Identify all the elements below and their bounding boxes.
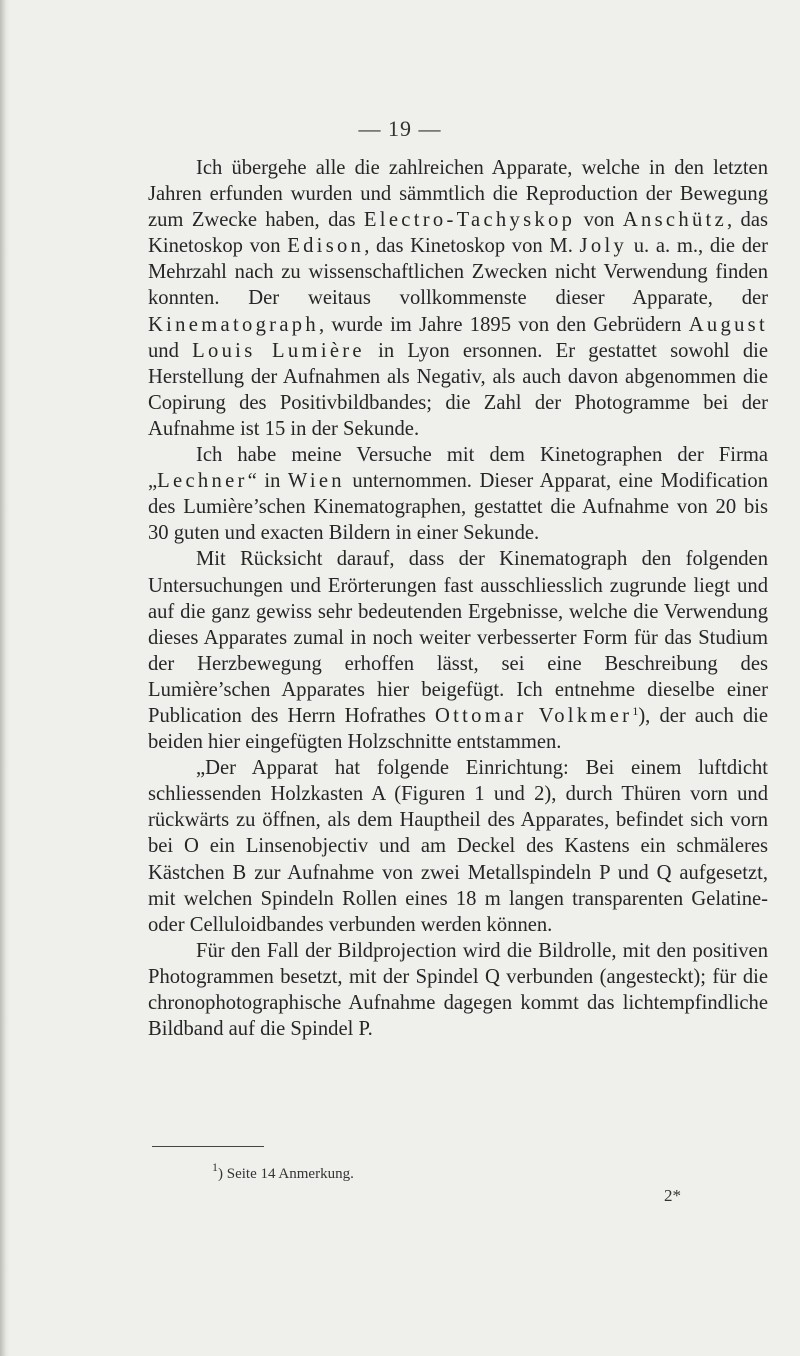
text-run: unternommen. Dieser Apparat, eine Modification des Lumière’schen Kinematographen, gestattet die Aufnahme von 20 bis 30 guten und exacten Bildern in einer Sekunde.	[148, 470, 768, 545]
text-run: Ich übergehe alle die zahlreichen Apparate, welche in den letzten Jahren erfunden wurden und sämmtlich die Reproduction der Bewegung zum Zwecke haben, das	[148, 157, 768, 232]
spaced-name: Wien	[287, 470, 345, 493]
paragraph	[148, 442, 768, 546]
spaced-name: Kinematograph	[148, 313, 319, 336]
spaced-name: Anschütz	[622, 209, 728, 232]
text-run: Mit Rücksicht darauf, dass der Kinematograph den folgenden Untersuchungen und Erörterungen fast ausschliesslich zugrunde liegt und auf die ganz gewiss sehr bedeutenden Ergebnisse, welche die Verwendung dieses Apparates zumal in noch weiter verbesserter Form für das Studium der Herzbewegung erhoffen lässt, sei eine Beschreibung des Lumière’schen Apparates hier beigefügt. Ich entnehme dieselbe einer Publication des Herrn Hofrathes	[148, 548, 768, 727]
paragraph	[148, 755, 768, 938]
spaced-name: Ottomar Volkmer	[434, 704, 633, 727]
footnote-text: ) Seite 14 Anmerkung.	[218, 1166, 354, 1182]
page-edge-shadow	[0, 0, 10, 1356]
sheet-signature: 2*	[664, 1186, 681, 1205]
footnote-rule	[152, 1146, 264, 1147]
body-text	[148, 155, 768, 1042]
spaced-name: Edison	[287, 235, 365, 258]
spaced-name: August	[688, 313, 768, 336]
paragraph	[148, 546, 768, 755]
spaced-name: Louis Lumière	[192, 339, 365, 362]
page-number: — 19 —	[358, 116, 442, 141]
text-run: , das Kinetoskop von	[148, 209, 768, 258]
text-run: , wurde im Jahre 1895 von den Gebrüdern	[318, 313, 689, 336]
text-run: Für den Fall der Bildprojection wird die Bildrolle, mit den positiven Photogrammen besetzt, mit der Spindel Q verbunden (angesteckt); für die chronophotographische Aufnahme dagegen kommt das lichtempfindliche Bildband auf die Spindel P.	[148, 939, 768, 1041]
text-run: u. a. m., die der Mehrzahl nach zu wissenschaftlichen Zwecken nicht Verwendung finden konnten. Der weitaus vollkommenste dieser Apparate, der	[148, 235, 768, 310]
text-run: “ in	[247, 470, 288, 493]
paragraph	[148, 155, 768, 442]
text-run: und	[148, 339, 193, 362]
text-run: „Der Apparat hat folgende Einrichtung: Bei einem luftdicht schliessenden Holzkasten A (Figuren 1 und 2), durch Thüren vorn und rückwärts zu öffnen, als dem Hauptheil des Apparates, befindet sich vorn bei O ein Linsenobjectiv und am Deckel des Kastens ein schmäleres Kästchen B zur Aufnahme von zwei Metallspindeln P und Q aufgesetzt, mit welchen Spindeln Rollen eines 18 m langen transparenten Gelatine- oder Celluloidbandes verbunden werden können.	[148, 757, 768, 936]
footnote-mark: 1	[212, 1160, 218, 1174]
text-run: ), der auch die beiden hier eingefügten Holzschnitte entstammen.	[148, 704, 769, 754]
spaced-name: Electro-Tachyskop	[363, 209, 576, 232]
footnote	[212, 1160, 354, 1183]
text-run: , das Kinetoskop von M.	[364, 235, 580, 258]
spaced-name: Lechner	[157, 470, 248, 493]
footnote-reference: 1	[632, 703, 639, 718]
text-run: Ich habe meine Versuche mit dem Kinetographen der Firma „	[148, 444, 768, 493]
paragraph	[148, 938, 768, 1042]
text-run: von	[575, 209, 623, 232]
text-run: in Lyon ersonnen. Er gestattet sowohl die Herstellung der Aufnahmen als Negativ, als auch davon abgenommen die Copirung des Positivbildbandes; die Zahl der Photogramme bei der Aufnahme ist 15 in der Sekunde.	[148, 339, 768, 440]
spaced-name: Joly	[579, 235, 628, 258]
